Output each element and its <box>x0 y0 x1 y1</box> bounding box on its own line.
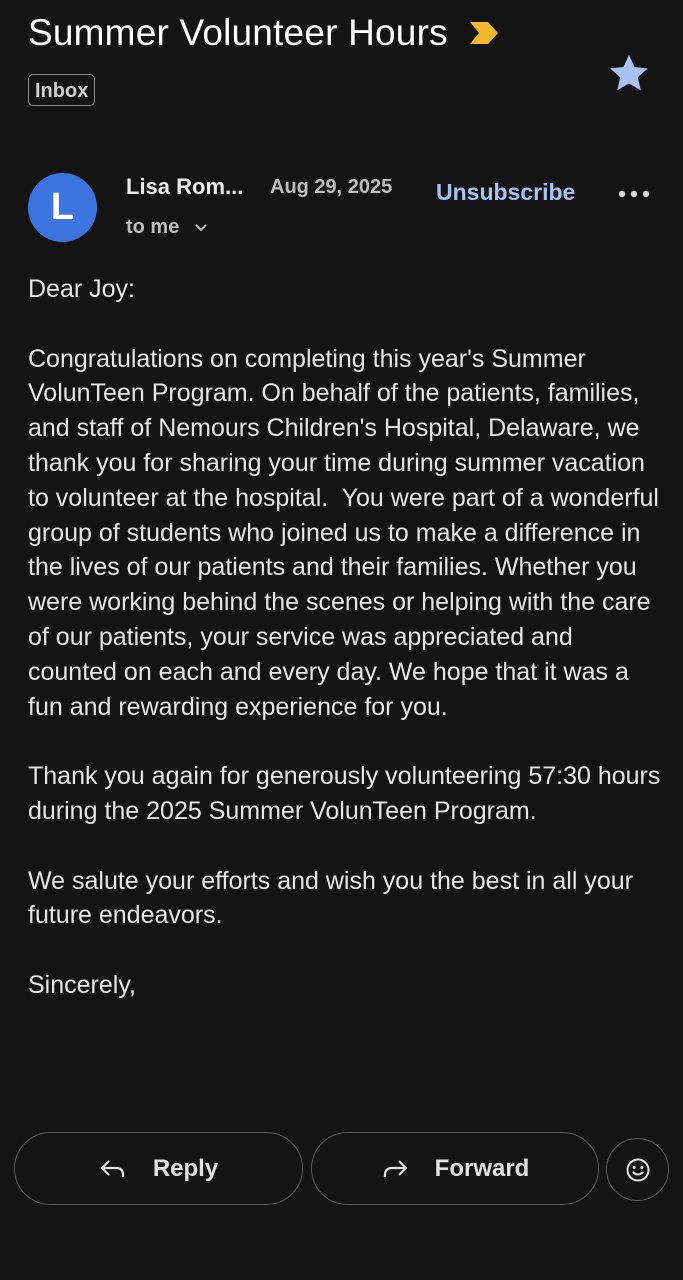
sender-avatar[interactable]: L <box>28 173 97 242</box>
body-paragraph-hours: Thank you again for generously volunteering 57:30 hours during the 2025 Summer VolunTeen Program. <box>28 762 668 825</box>
recipient-label: to me <box>126 216 180 238</box>
email-date: Aug 29, 2025 <box>270 176 393 198</box>
recipient-details-toggle[interactable] <box>126 216 209 239</box>
body-paragraph-greeting: Dear Joy: <box>28 275 135 303</box>
more-options-icon[interactable] <box>616 182 652 206</box>
unsubscribe-link[interactable]: Unsubscribe <box>436 179 576 205</box>
sender-name[interactable]: Lisa Rom... <box>126 174 244 199</box>
reply-button[interactable] <box>14 1132 303 1205</box>
forward-label: Forward <box>434 1154 530 1182</box>
body-paragraph-congratulations: Congratulations on completing this year's Summer VolunTeen Program. On behalf of the patients, families, and staff of Nemours Children's Hospital, Delaware, we thank you for sharing your time during summer vacation to volunteer at the hospital. You were part of a wonderful group of students who joined us to make a difference in the lives of our patients and their families. Whether you were working behind the scenes or helping with the care of our patients, your service was appreciated and counted on each and every day. We hope that it was a fun and rewarding experience for you. <box>28 344 666 721</box>
subject-row <box>28 12 500 54</box>
email-subject: Summer Volunteer Hours <box>28 12 448 53</box>
email-body <box>28 272 668 1112</box>
chevron-down-icon <box>193 222 209 234</box>
emoji-reaction-button[interactable] <box>606 1138 669 1201</box>
action-bar <box>0 1112 683 1280</box>
reply-label: Reply <box>152 1154 219 1182</box>
forward-icon <box>381 1157 409 1181</box>
emoji-reaction-icon <box>625 1157 651 1183</box>
forward-button[interactable] <box>311 1132 599 1205</box>
important-marker-icon[interactable] <box>468 20 500 46</box>
star-icon[interactable] <box>606 50 652 96</box>
body-paragraph-salute: We salute your efforts and wish you the best in all your future endeavors. <box>28 866 640 930</box>
body-paragraph-closing: Sincerely, <box>28 970 136 999</box>
reply-icon <box>99 1157 127 1181</box>
inbox-label-chip[interactable]: Inbox <box>28 74 95 106</box>
